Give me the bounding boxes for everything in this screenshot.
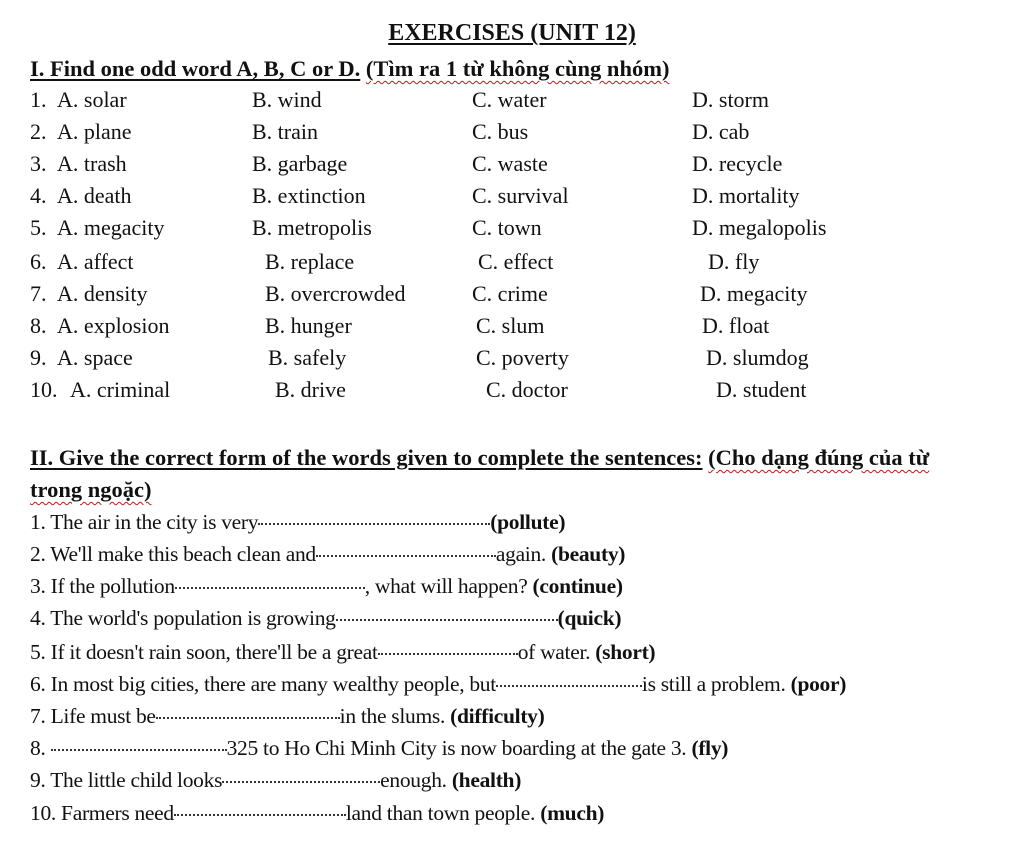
section1-note: (Tìm ra 1 từ không cùng nhóm) xyxy=(365,56,670,81)
answer-blank[interactable] xyxy=(51,741,227,751)
section2-note-part2: trong ngoặc) xyxy=(30,477,152,502)
option-d: D. slumdog xyxy=(706,345,809,370)
option-c: C. waste xyxy=(472,151,548,176)
option-a: A. solar xyxy=(57,87,127,112)
answer-blank[interactable] xyxy=(175,579,365,589)
sentence-text-after: is still a problem. xyxy=(641,672,786,696)
option-b: B. wind xyxy=(252,87,322,112)
option-d: D. student xyxy=(716,377,807,402)
option-d: D. float xyxy=(702,313,770,338)
option-b: B. extinction xyxy=(252,183,366,208)
sentence-item xyxy=(30,700,544,732)
sentence-text: 4. The world's population is growing xyxy=(30,606,336,630)
sentence-text: 5. If it doesn't rain soon, there'll be a great xyxy=(30,640,378,664)
list-item xyxy=(0,278,1024,310)
given-word: (continue) xyxy=(532,574,623,598)
option-d: D. megalopolis xyxy=(692,215,827,240)
sentence-text: 7. Life must be xyxy=(30,704,156,728)
option-d: D. cab xyxy=(692,119,750,144)
answer-blank[interactable] xyxy=(336,611,558,621)
option-b: B. garbage xyxy=(252,151,348,176)
sentence-item xyxy=(30,538,625,570)
option-c: C. crime xyxy=(472,281,548,306)
section1-heading xyxy=(30,53,669,85)
list-item xyxy=(0,180,1024,212)
sentence-item xyxy=(30,602,621,634)
given-word: (difficulty) xyxy=(450,704,545,728)
option-a: A. criminal xyxy=(70,377,171,402)
option-d: D. mortality xyxy=(692,183,800,208)
list-item xyxy=(0,310,1024,342)
given-word: (pollute) xyxy=(490,510,566,534)
given-word: (much) xyxy=(540,801,605,825)
option-c: C. effect xyxy=(478,249,554,274)
sentence-text: 1. The air in the city is very xyxy=(30,510,259,534)
option-b: B. hunger xyxy=(265,313,352,338)
sentence-item xyxy=(30,636,655,668)
section1-heading-text: I. Find one odd word A, B, C or D. xyxy=(30,56,361,81)
answer-blank[interactable] xyxy=(174,806,346,816)
sentence-item xyxy=(30,506,565,538)
list-item xyxy=(0,212,1024,244)
sentence-item xyxy=(30,764,521,796)
section2-heading-text: II. Give the correct form of the words given to complete the sentences: xyxy=(30,445,703,470)
sentence-text-after: enough. xyxy=(380,768,447,792)
option-a: A. affect xyxy=(57,249,134,274)
item-number: 4. xyxy=(30,183,47,208)
option-d: D. storm xyxy=(692,87,769,112)
item-number: 1. xyxy=(30,87,47,112)
section2-heading xyxy=(30,442,1020,474)
option-c: C. bus xyxy=(472,119,529,144)
answer-blank[interactable] xyxy=(316,547,496,557)
option-d: D. megacity xyxy=(700,281,808,306)
sentence-text-after: of water. xyxy=(517,640,591,664)
given-word: (quick) xyxy=(557,606,622,630)
item-number: 5. xyxy=(30,215,47,240)
option-b: B. train xyxy=(252,119,318,144)
option-c: C. survival xyxy=(472,183,569,208)
list-item xyxy=(0,342,1024,374)
sentence-text-after: , what will happen? xyxy=(364,574,528,598)
option-d: D. recycle xyxy=(692,151,783,176)
answer-blank[interactable] xyxy=(156,709,340,719)
sentence-text-after: 325 to Ho Chi Minh City is now boarding at the gate 3. xyxy=(226,736,687,760)
sentence-item xyxy=(30,797,604,829)
option-b: B. safely xyxy=(268,345,347,370)
option-c: C. water xyxy=(472,87,547,112)
option-a: A. explosion xyxy=(57,313,170,338)
list-item xyxy=(0,148,1024,180)
list-item xyxy=(0,116,1024,148)
item-number: 8. xyxy=(30,313,47,338)
answer-blank[interactable] xyxy=(378,645,518,655)
answer-blank[interactable] xyxy=(222,773,380,783)
item-number: 10. xyxy=(30,377,58,402)
sentence-text-after: land than town people. xyxy=(345,801,536,825)
option-a: A. plane xyxy=(57,119,132,144)
option-b: B. metropolis xyxy=(252,215,372,240)
item-number: 9. xyxy=(30,345,47,370)
sentence-text: 9. The little child looks xyxy=(30,768,223,792)
given-word: (poor) xyxy=(790,672,847,696)
option-b: B. overcrowded xyxy=(265,281,406,306)
option-c: C. town xyxy=(472,215,542,240)
option-a: A. density xyxy=(57,281,148,306)
sentence-text: 2. We'll make this beach clean and xyxy=(30,542,316,566)
item-number: 3. xyxy=(30,151,47,176)
option-b: B. replace xyxy=(265,249,355,274)
list-item xyxy=(0,374,1024,406)
item-number: 7. xyxy=(30,281,47,306)
given-word: (health) xyxy=(451,768,522,792)
option-a: A. megacity xyxy=(57,215,165,240)
sentence-text: 3. If the pollution xyxy=(30,574,175,598)
sentence-text-after: again. xyxy=(495,542,547,566)
list-item xyxy=(0,84,1024,116)
option-c: C. doctor xyxy=(486,377,568,402)
answer-blank[interactable] xyxy=(258,515,490,525)
option-c: C. poverty xyxy=(476,345,569,370)
option-c: C. slum xyxy=(476,313,545,338)
section2-heading-cont xyxy=(30,474,151,506)
answer-blank[interactable] xyxy=(496,677,642,687)
option-a: A. trash xyxy=(57,151,127,176)
option-a: A. space xyxy=(57,345,133,370)
given-word: (beauty) xyxy=(551,542,626,566)
sentence-text: 8. xyxy=(30,736,46,760)
list-item xyxy=(0,246,1024,278)
page-title: EXERCISES (UNIT 12) xyxy=(388,20,636,46)
sentence-text-after: in the slums. xyxy=(339,704,446,728)
option-a: A. death xyxy=(57,183,132,208)
sentence-item xyxy=(30,668,846,700)
section2-note-part1: (Cho dạng đúng của từ xyxy=(708,445,930,470)
option-b: B. drive xyxy=(275,377,346,402)
sentence-item xyxy=(30,732,728,764)
item-number: 2. xyxy=(30,119,47,144)
sentence-text: 10. Farmers need xyxy=(30,801,174,825)
item-number: 6. xyxy=(30,249,47,274)
sentence-item xyxy=(30,570,623,602)
sentence-text: 6. In most big cities, there are many wealthy people, but xyxy=(30,672,496,696)
given-word: (fly) xyxy=(691,736,729,760)
given-word: (short) xyxy=(595,640,656,664)
option-d: D. fly xyxy=(708,249,760,274)
